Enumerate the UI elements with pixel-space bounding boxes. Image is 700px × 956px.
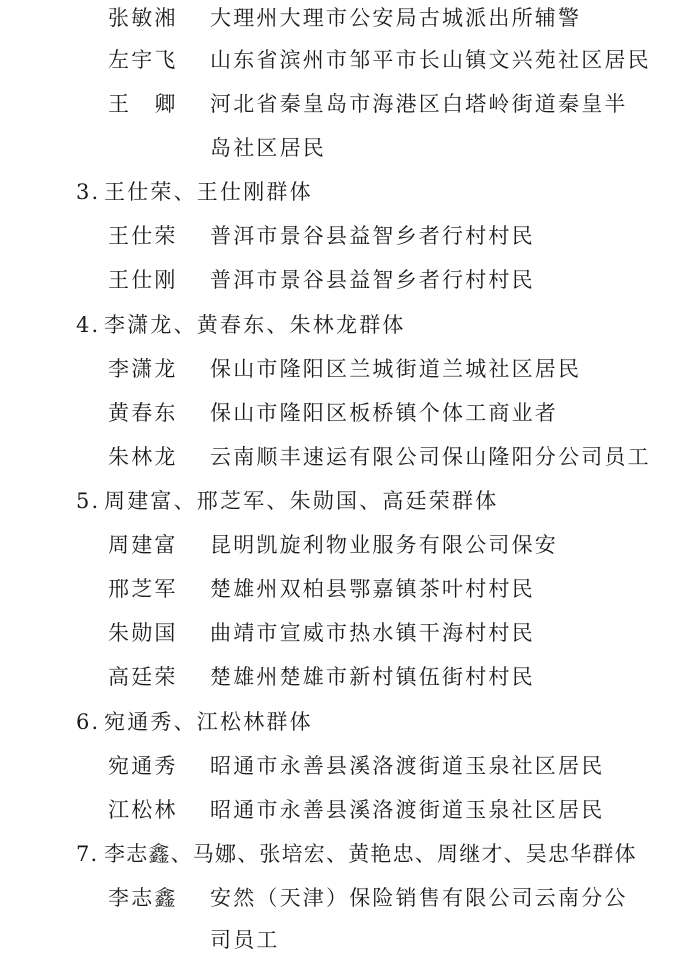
group-number: 3. <box>76 180 101 204</box>
member-name: 江松林 <box>108 798 178 822</box>
member-description: 普洱市景谷县益智乡者行村村民 <box>210 224 535 248</box>
member-description: 司员工 <box>210 928 280 952</box>
group-title: 宛通秀、江松林群体 <box>104 710 313 734</box>
member-name: 朱勋国 <box>108 621 178 645</box>
group-title: 李志鑫、马娜、张培宏、黄艳忠、周继才、吴忠华群体 <box>104 842 637 866</box>
group-number: 5. <box>76 489 101 513</box>
member-name: 邢芝军 <box>108 577 178 601</box>
group-number: 4. <box>76 313 101 337</box>
member-description: 曲靖市宣威市热水镇干海村村民 <box>210 621 535 645</box>
member-description: 岛社区居民 <box>210 136 326 160</box>
group-title: 李潇龙、黄春东、朱林龙群体 <box>104 313 406 337</box>
member-description: 山东省滨州市邹平市长山镇文兴苑社区居民 <box>210 48 651 72</box>
group-number: 7. <box>76 842 99 866</box>
member-description: 安然（天津）保险销售有限公司云南分公 <box>210 886 628 910</box>
member-description: 保山市隆阳区兰城街道兰城社区居民 <box>210 357 582 381</box>
member-description: 河北省秦皇岛市海港区白塔岭街道秦皇半 <box>210 92 628 116</box>
member-name: 李志鑫 <box>108 886 178 910</box>
member-name: 王仕荣 <box>108 224 178 248</box>
member-name: 王 卿 <box>108 92 178 116</box>
member-name: 左宇飞 <box>108 48 178 72</box>
member-name: 王仕刚 <box>108 268 178 292</box>
group-title: 周建富、邢芝军、朱勋国、高廷荣群体 <box>104 489 499 513</box>
member-name: 朱林龙 <box>108 445 178 469</box>
member-name: 周建富 <box>108 533 178 557</box>
member-description: 昆明凯旋利物业服务有限公司保安 <box>210 533 558 557</box>
member-description: 保山市隆阳区板桥镇个体工商业者 <box>210 401 558 425</box>
group-title: 王仕荣、王仕刚群体 <box>104 180 313 204</box>
member-description: 昭通市永善县溪洛渡街道玉泉社区居民 <box>210 754 605 778</box>
member-name: 张敏湘 <box>108 6 178 30</box>
member-description: 昭通市永善县溪洛渡街道玉泉社区居民 <box>210 798 605 822</box>
member-description: 楚雄州双柏县鄂嘉镇茶叶村村民 <box>210 577 535 601</box>
member-description: 普洱市景谷县益智乡者行村村民 <box>210 268 535 292</box>
group-number: 6. <box>76 710 101 734</box>
member-description: 大理州大理市公安局古城派出所辅警 <box>210 6 582 30</box>
member-name: 黄春东 <box>108 401 178 425</box>
member-description: 楚雄州楚雄市新村镇伍街村村民 <box>210 665 535 689</box>
member-name: 高廷荣 <box>108 665 178 689</box>
member-name: 李潇龙 <box>108 357 178 381</box>
member-description: 云南顺丰速运有限公司保山隆阳分公司员工 <box>210 445 651 469</box>
member-name: 宛通秀 <box>108 754 178 778</box>
